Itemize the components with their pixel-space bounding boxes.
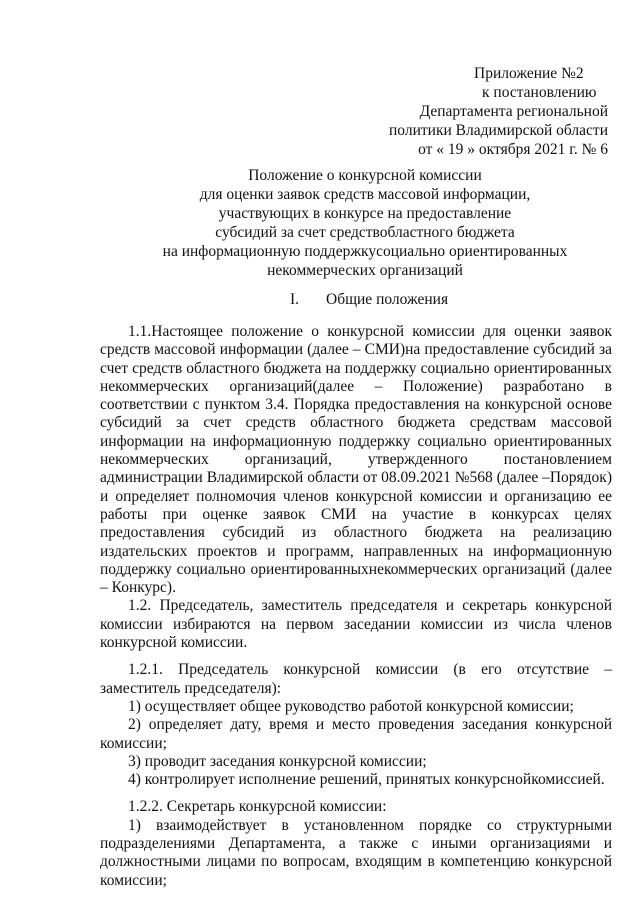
- annex-header: [378, 64, 608, 159]
- title-line: для оценки заявок средств массовой информации,: [199, 186, 531, 203]
- paragraph-1-1: 1.1.Настоящее положение о конкурсной комиссии для оценки заявок средств массовой информации (далее – СМИ)на предоставление субсидий за счет средств областного бюджета на поддержку социально ориентированных некоммерческих организаций(далее – Положение) разработано в соответствии с пунктом 3.4. Порядка предоставления на конкурсной основе субсидий за счет средств областного бюджета средствам массовой информации на информационную поддержку социально ориентированных некоммерческих организаций, утвержденного постановлением администрации Владимирской области от 08.09.2021 №568 (далее –Порядок) и определяет полномочия членов конкурсной комиссии и организацию ее работы при оценке заявок СМИ на участие в конкурсах целях предоставления субсидий из областного бюджета на реализацию издательских проектов и программ, направленных на информационную поддержку социально ориентированныхнекоммерческих организаций (далее – Конкурс).: [100, 323, 612, 597]
- annex-region-policy: политики Владимирской области: [389, 122, 608, 139]
- list-item: 4) контролирует исполнение решений, принятых конкурснойкомиссией.: [128, 771, 605, 789]
- title-line: участвующих в конкурсе на предоставление: [218, 205, 512, 222]
- paragraph-1-2-2: 1.2.2. Секретарь конкурсной комиссии:: [128, 798, 387, 816]
- section-title: Общие положения: [326, 291, 449, 308]
- list-item: 2) определяет дату, время и место проведения заседания конкурсной комиссии;: [100, 716, 612, 752]
- title-line: субсидий за счет средствобластного бюджета: [215, 224, 515, 241]
- list-item: 1) взаимодействует в установленном порядке со структурными подразделениями Департамента, а также с иными организациями и должностными лицами по вопросам, входящим в компетенцию конкурсной комиссии;: [100, 816, 612, 889]
- annex-to-resolution: к постановлению: [482, 84, 597, 101]
- list-item: 1) осуществляет общее руководство работой конкурсной комиссии;: [128, 697, 574, 715]
- list-item: 3) проводит заседания конкурсной комиссии;: [128, 752, 427, 770]
- title-line: некоммерческих организаций: [267, 262, 463, 279]
- document-body: [100, 323, 612, 890]
- annex-department: Департамента региональной: [419, 103, 608, 120]
- paragraph-1-2-1: 1.2.1. Председатель конкурсной комиссии (в его отсутствие – заместитель председателя):: [100, 661, 612, 697]
- document-title: [120, 166, 610, 280]
- annex-number: Приложение №2: [474, 65, 584, 82]
- section-heading: [290, 290, 448, 309]
- title-line: на информационную поддержкусоциально ориентированных: [162, 243, 568, 260]
- section-number: I.: [290, 291, 300, 308]
- title-line: Положение о конкурсной комиссии: [248, 167, 482, 184]
- paragraph-1-2: 1.2. Председатель, заместитель председателя и секретарь конкурсной комиссии избираются на первом заседании комиссии из числа членов конкурсной комиссии.: [100, 597, 612, 652]
- annex-date-number: от « 19 » октября 2021 г. № 6: [418, 141, 608, 158]
